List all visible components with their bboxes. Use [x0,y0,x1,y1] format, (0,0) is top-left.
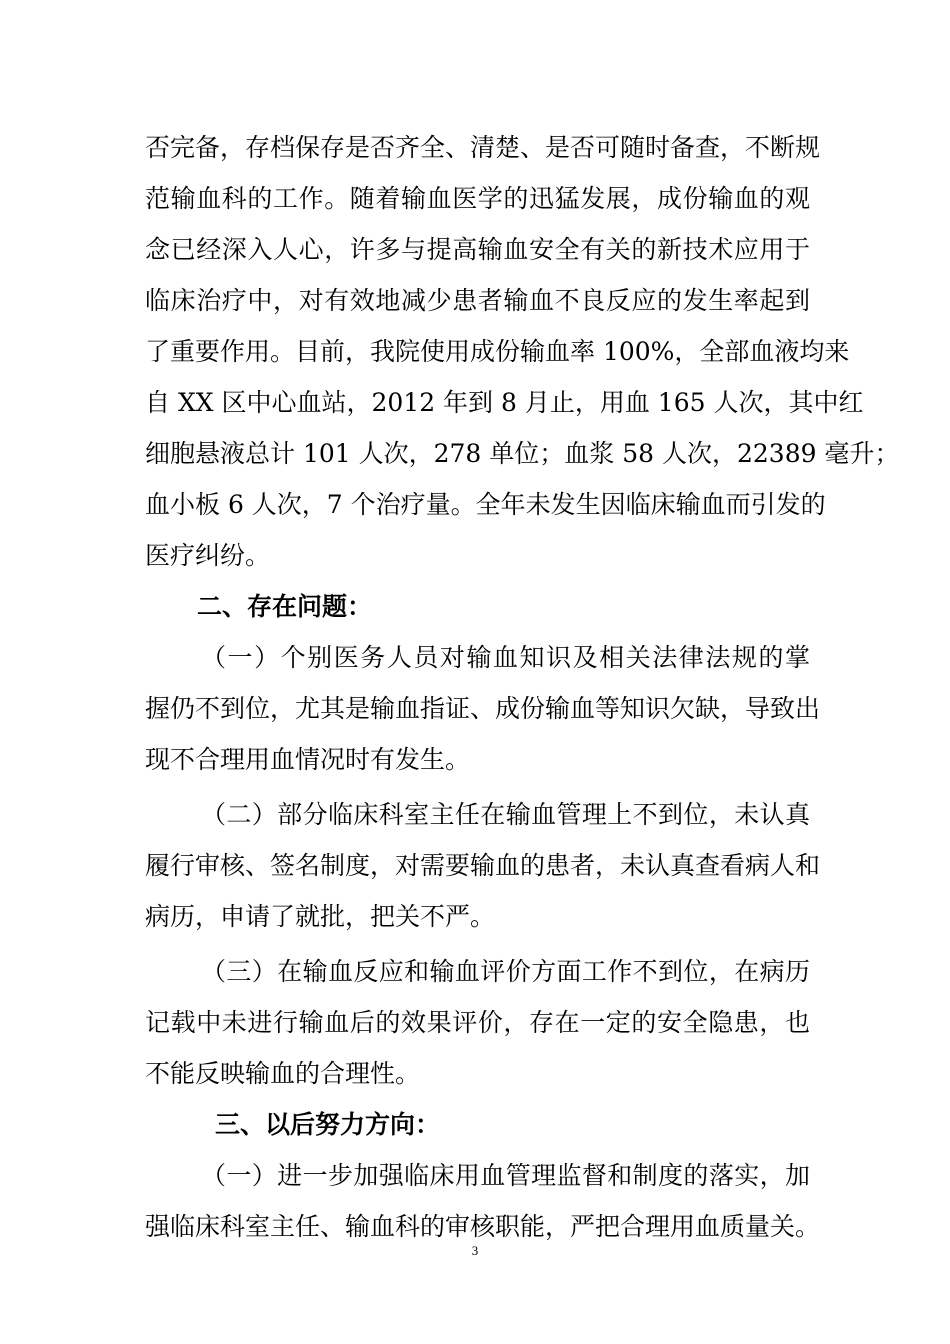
document-body [145,122,900,1252]
text-line: 念已经深入人心，许多与提高输血安全有关的新技术应用于 [145,235,810,264]
paragraph-problem-2 [145,789,821,942]
text-line: （二）部分临床科室主任在输血管理上不到位，未认真 [201,800,810,829]
text-line: （三）在输血反应和输血评价方面工作不到位，在病历 [201,957,810,986]
text-line: 病历，申请了就批，把关不严。 [145,902,496,931]
text-line: 细胞悬液总计 101 人次，278 单位；血浆 58 人次，22389 毫升； [145,439,900,468]
paragraph-problem-3 [145,946,810,1099]
text-line: 履行审核、签名制度，对需要输血的患者，未认真查看病人和 [145,851,821,880]
text-line: 强临床科室主任、输血科的审核职能，严把合理用血质量关。 [145,1212,821,1241]
text-line: 范输血科的工作。随着输血医学的迅猛发展，成份输血的观 [145,184,810,213]
text-line: （一）个别医务人员对输血知识及相关法律法规的掌 [201,643,810,672]
section-heading-directions: 三、以后努力方向： [215,1110,441,1139]
text-line: 否完备，存档保存是否齐全、清楚、是否可随时备查，不断规 [145,133,821,162]
text-line: 了重要作用。目前，我院使用成份输血率 100%，全部血液均来 [145,337,850,366]
text-line: 自 XX 区中心血站，2012 年到 8 月止，用血 165 人次，其中红 [145,388,864,417]
section-heading-problems: 二、存在问题： [197,592,373,621]
text-line: （一）进一步加强临床用血管理监督和制度的落实，加 [201,1161,810,1190]
paragraph-summary [145,122,900,581]
text-line: 不能反映输血的合理性。 [145,1059,421,1088]
text-line: 现不合理用血情况时有发生。 [145,745,471,774]
text-line: 临床治疗中，对有效地减少患者输血不良反应的发生率起到 [145,286,810,315]
text-line: 医疗纠纷。 [145,541,271,570]
page-number: 3 [471,1243,479,1258]
text-line: 握仍不到位，尤其是输血指证、成份输血等知识欠缺，导致出 [145,694,821,723]
text-line: 血小板 6 人次，7 个治疗量。全年未发生因临床输血而引发的 [145,490,826,519]
paragraph-direction-1 [145,1150,821,1252]
paragraph-problem-1 [145,632,821,785]
text-line: 记载中未进行输血后的效果评价，存在一定的安全隐患，也 [145,1008,810,1037]
